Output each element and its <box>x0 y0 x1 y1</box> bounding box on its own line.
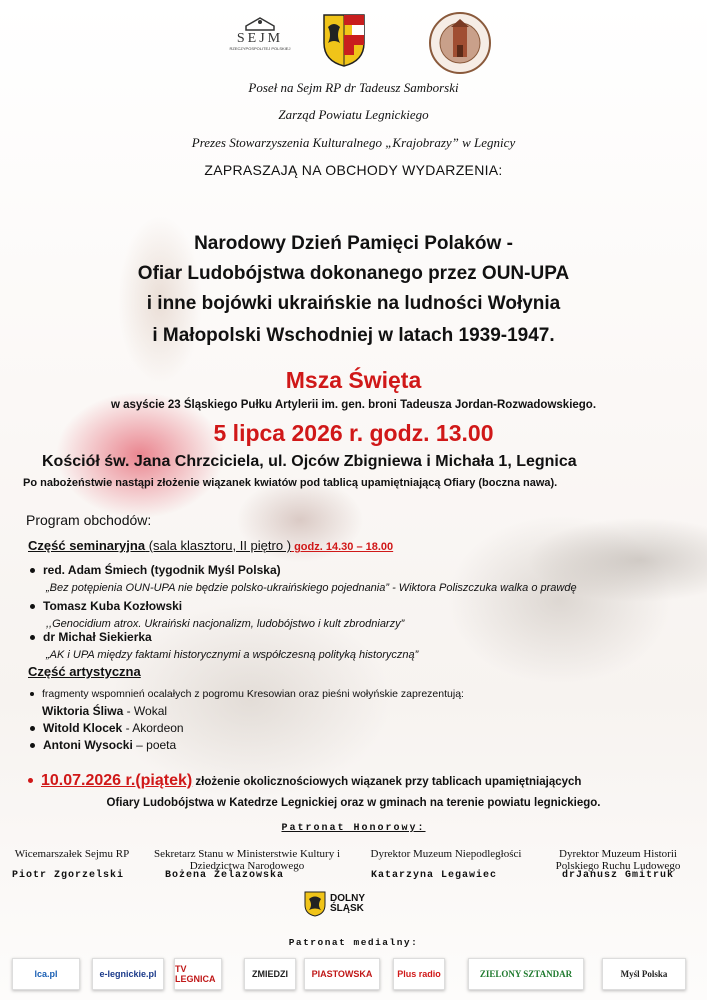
header-mp: Poseł na Sejm RP dr Tadeusz Samborski <box>248 80 459 95</box>
speaker-name: dr Michał Siekierka <box>43 630 152 644</box>
performer-3 <box>30 736 176 754</box>
bullet-icon <box>28 778 33 783</box>
speaker-topic: ,,Genocidium atrox. Ukraiński nacjonalizm, ludobójstwo i kult zbrodniarzy” <box>46 618 405 630</box>
mass-after: Po nabożeństwie nastąpi złożenie wiązanek kwiatów pod tablicą upamiętniającą Ofiary (boczna nawa). <box>23 477 558 489</box>
sejm-label: SEJM <box>236 31 284 46</box>
patron-1-title: Wicemarszałek Sejmu RP <box>14 848 130 860</box>
eagle-icon <box>240 16 280 32</box>
performer-name: Antoni Wysocki <box>43 738 133 752</box>
patron-2-name: Bożena Żelazowska <box>165 870 285 881</box>
media-plus-radio-logo: Plus radio <box>393 958 445 990</box>
sejm-logo <box>228 12 292 56</box>
media-zielony-sztandar-logo: ZIELONY SZTANDAR <box>468 958 584 990</box>
artistic-intro: fragmenty wspomnień ocalałych z pogromu Kresowian oraz pieśni wołyńskie zaprezentują: <box>42 688 464 700</box>
speaker-1 <box>30 561 577 597</box>
performer-2 <box>30 719 184 737</box>
dolny-slask-label: DOLNY ŚLĄSK <box>330 893 365 914</box>
media-lca-logo: lca.pl <box>12 958 80 990</box>
patronage-heading: Patronat Honorowy: <box>281 823 426 834</box>
patron-2-title: Sekretarz Stanu w Ministerstwie Kultury i Dziedzictwa Narodowego <box>153 848 341 872</box>
july-text-1: złożenie okolicznościowych wiązanek przy tablicach upamiętniających <box>192 776 582 788</box>
patron-4-name: drJanusz Gmitruk <box>562 870 675 881</box>
performer-name: Wiktoria Śliwa <box>42 704 124 718</box>
july-date: 10.07.2026 r.(piątek) <box>41 772 193 789</box>
seminar-time: godz. 14.30 – 18.00 <box>291 541 394 553</box>
patron-1-name: Piotr Zgorzelski <box>12 870 125 881</box>
seminar-place: (sala klasztoru, II piętro ) <box>145 538 292 553</box>
bullet-icon <box>30 604 35 609</box>
performer-role: - Akordeon <box>122 721 184 735</box>
mass-heading: Msza Święta <box>285 367 422 393</box>
media-legnickie-logo: e-legnickie.pl <box>92 958 164 990</box>
seminar-line <box>28 538 393 553</box>
mass-escort: w asyście 23 Śląskiego Pułku Artylerii im. gen. broni Tadeusza Jordan-Rozwadowskiego. <box>110 399 597 411</box>
speaker-topic: „Bez potępienia OUN-UPA nie będzie polsko-ukraińskiego pojednania” - Wiktora Poliszczuka walka o prawdę <box>46 582 577 594</box>
title-line-2: Ofiar Ludobójstwa dokonanego przez OUN-UPA <box>137 263 570 284</box>
performer-1 <box>42 702 167 720</box>
krajobrazy-logo-icon <box>424 10 496 76</box>
bullet-icon <box>30 568 35 573</box>
patron-3-title: Dyrektor Muzeum Niepodległości <box>370 848 522 860</box>
header-prezes: Prezes Stowarzyszenia Kulturalnego „Krajobrazy” w Legnicy <box>191 135 516 150</box>
media-piastowska-logo: PIASTOWSKA <box>304 958 380 990</box>
mass-datetime: 5 lipca 2026 r. godz. 13.00 <box>213 420 494 446</box>
mass-place: Kościół św. Jana Chrzciciela, ul. Ojców Zbigniewa i Michała 1, Legnica <box>42 453 577 470</box>
title-line-3: i inne bojówki ukraińskie na ludności Wołynia <box>146 293 561 314</box>
title-line-4: i Małopolski Wschodniej w latach 1939-1947. <box>152 325 555 346</box>
performer-role: - Wokal <box>123 704 168 718</box>
eagle-shield-icon <box>304 891 326 917</box>
media-mysl-polska-logo: Myśl Polska <box>602 958 686 990</box>
sejm-sub: RZECZYPOSPOLITEJ POLSKIEJ <box>229 46 291 51</box>
speaker-name: Tomasz Kuba Kozłowski <box>43 599 183 613</box>
bullet-icon <box>30 743 35 748</box>
header-zarzad: Zarząd Powiatu Legnickiego <box>278 107 429 122</box>
july-text-2: Ofiary Ludobójstwa w Katedrze Legnickiej oraz w gminach na terenie powiatu legnickiego. <box>106 797 601 809</box>
patron-4-title: Dyrektor Muzeum Historii Polskiego Ruchu Ludowego <box>555 848 681 872</box>
title-line-1: Narodowy Dzień Pamięci Polaków - <box>194 233 513 254</box>
july-line <box>28 772 581 790</box>
speaker-3 <box>30 628 418 664</box>
artistic-label: Część artystyczna <box>28 664 141 679</box>
speaker-name: red. Adam Śmiech (tygodnik Myśl Polska) <box>43 563 281 577</box>
bullet-icon <box>30 635 35 640</box>
patron-3-name: Katarzyna Legawiec <box>371 870 498 881</box>
performer-name: Witold Klocek <box>43 721 123 735</box>
speaker-topic: „AK i UPA między faktami historycznymi a współczesną polityką historyczną” <box>46 649 419 661</box>
dolny-slask-logo <box>304 887 376 921</box>
media-tv-legnica-logo: TV LEGNICA <box>174 958 222 990</box>
bullet-icon <box>30 692 34 696</box>
bullet-icon <box>30 726 35 731</box>
header-invite: ZAPRASZAJĄ NA OBCHODY WYDARZENIA: <box>204 162 503 178</box>
media-zmiedzi-logo: ZMIEDZI <box>244 958 296 990</box>
media-heading: Patronat medialny: <box>288 937 419 948</box>
performer-role: – poeta <box>132 738 177 752</box>
powiat-coat-of-arms-icon <box>320 12 368 68</box>
program-heading: Program obchodów: <box>26 512 152 528</box>
artistic-intro-line <box>30 688 464 700</box>
seminar-label: Część seminaryjna <box>28 538 146 553</box>
